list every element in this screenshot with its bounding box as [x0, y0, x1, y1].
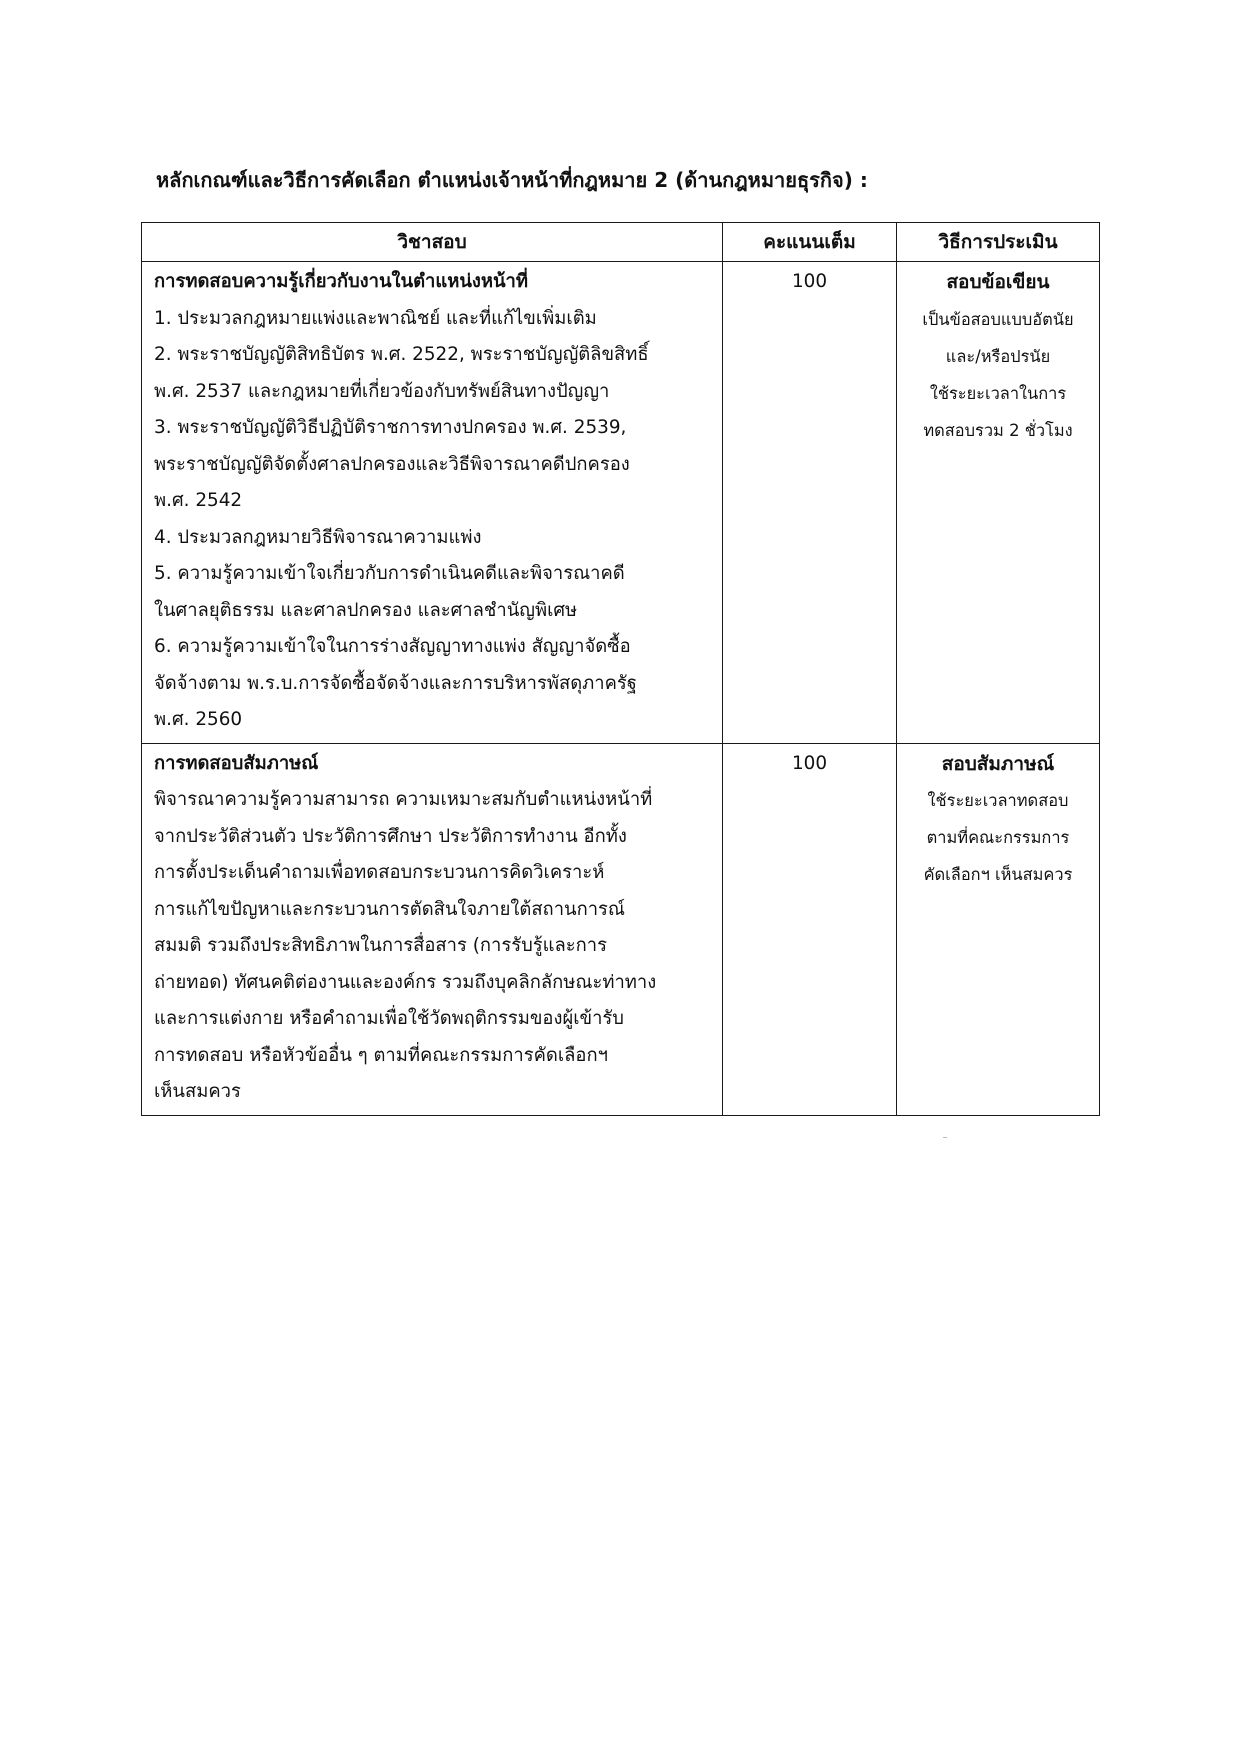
selection-criteria-table [141, 222, 1100, 1116]
method-title: สอบสัมภาษณ์ [941, 752, 1055, 775]
subject-line: การทดสอบ หรือหัวข้ออื่น ๆ ตามที่คณะกรรมการคัดเลือกฯ [154, 1044, 608, 1066]
scan-speck [943, 1137, 947, 1138]
method-note: ใช้ระยะเวลาทดสอบ [927, 791, 1069, 810]
subject-line: 1. ประมวลกฎหมายแพ่งและพาณิชย์ และที่แก้ไขเพิ่มเติม [154, 307, 597, 329]
subject-line: 3. พระราชบัญญัติวิธีปฏิบัติราชการทางปกครอง พ.ศ. 2539, [154, 417, 627, 438]
subject-line: 2. พระราชบัญญัติสิทธิบัตร พ.ศ. 2522, พระราชบัญญัติลิขสิทธิ์ [154, 344, 649, 365]
method-note: ใช้ระยะเวลาในการ [929, 383, 1067, 403]
subject-line: พ.ศ. 2537 และกฎหมายที่เกี่ยวข้องกับทรัพย์สินทางปัญญา [154, 380, 610, 402]
subject-line: จากประวัติส่วนตัว ประวัติการศึกษา ประวัติการทำงาน อีกทั้ง [154, 825, 627, 847]
subject-line: พ.ศ. 2560 [154, 709, 243, 730]
method-note: ตามที่คณะกรรมการ [926, 828, 1070, 847]
table-row [142, 743, 1100, 1115]
table-row [142, 262, 1100, 744]
subject-line: สมมติ รวมถึงประสิทธิภาพในการสื่อสาร (การรับรู้และการ [154, 935, 607, 956]
subject-cell [142, 743, 723, 1115]
subject-line: ในศาลยุติธรรม และศาลปกครอง และศาลชำนัญพิเศษ [154, 599, 578, 621]
full-score-cell: 100 [723, 743, 897, 1115]
evaluation-method-cell [897, 262, 1100, 744]
method-note: เป็นข้อสอบแบบอัตนัย [922, 309, 1074, 329]
subject-line: 6. ความรู้ความเข้าใจในการร่างสัญญาทางแพ่ง สัญญาจัดซื้อ [154, 636, 631, 657]
header-full-score: คะแนนเต็ม [723, 223, 897, 262]
full-score-cell: 100 [723, 262, 897, 744]
subject-line: พระราชบัญญัติจัดตั้งศาลปกครองและวิธีพิจารณาคดีปกครอง [154, 453, 630, 475]
subject-line: และการแต่งกาย หรือคำถามเพื่อใช้วัดพฤติกรรมของผู้เข้ารับ [154, 1008, 624, 1029]
subject-line: 4. ประมวลกฎหมายวิธีพิจารณาความแพ่ง [154, 526, 482, 548]
table-header-row [142, 223, 1100, 262]
method-note: คัดเลือกฯ เห็นสมควร [923, 865, 1073, 884]
header-evaluation-method: วิธีการประเมิน [897, 223, 1100, 262]
subject-line: พิจารณาความรู้ความสามารถ ความเหมาะสมกับตำแหน่งหน้าที่ [154, 789, 653, 810]
method-title: สอบข้อเขียน [946, 271, 1050, 293]
subject-line: พ.ศ. 2542 [154, 490, 243, 511]
subject-line: จัดจ้างตาม พ.ร.บ.การจัดซื้อจัดจ้างและการบริหารพัสดุภาครัฐ [154, 672, 637, 694]
subject-title: การทดสอบความรู้เกี่ยวกับงานในตำแหน่งหน้าที่ [154, 271, 529, 292]
subject-title: การทดสอบสัมภาษณ์ [154, 752, 319, 774]
page-heading: หลักเกณฑ์และวิธีการคัดเลือก ตำแหน่งเจ้าหน้าที่กฎหมาย 2 (ด้านกฎหมายธุรกิจ) : [156, 168, 868, 192]
method-note: ทดสอบรวม 2 ชั่วโมง [923, 420, 1073, 440]
subject-line: การแก้ไขปัญหาและกระบวนการตัดสินใจภายใต้สถานการณ์ [154, 898, 625, 920]
subject-line: การตั้งประเด็นคำถามเพื่อทดสอบกระบวนการคิดวิเคราะห์ [154, 862, 605, 883]
subject-line: 5. ความรู้ความเข้าใจเกี่ยวกับการดำเนินคดีและพิจารณาคดี [154, 563, 625, 584]
subject-line: ถ่ายทอด) ทัศนคติต่องานและองค์กร รวมถึงบุคลิกลักษณะท่าทาง [154, 971, 657, 993]
subject-line: เห็นสมควร [154, 1081, 241, 1102]
subject-cell [142, 262, 723, 744]
header-subject: วิชาสอบ [142, 223, 723, 262]
evaluation-method-cell [897, 743, 1100, 1115]
method-note: และ/หรือปรนัย [945, 346, 1051, 366]
